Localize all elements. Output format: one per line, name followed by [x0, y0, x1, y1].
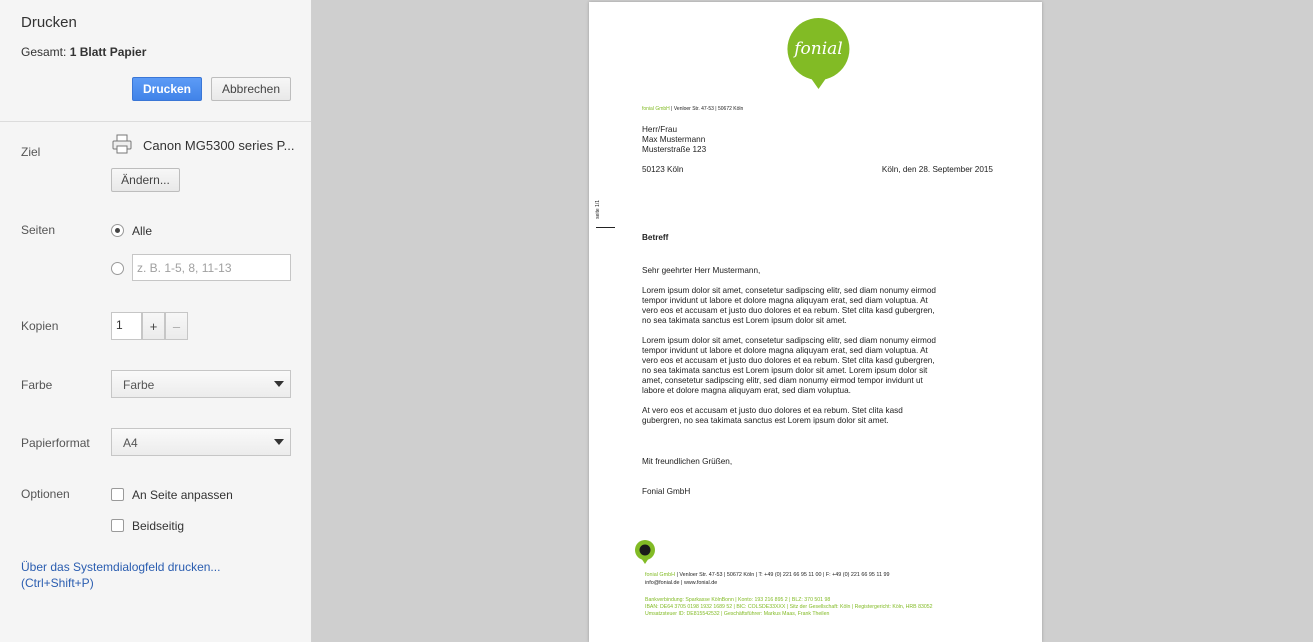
color-select[interactable]	[111, 370, 291, 398]
pages-range-input[interactable]: z. B. 1-5, 8, 11-13	[132, 254, 291, 281]
paper-size-label: Papierformat	[21, 436, 90, 450]
fonial-logo	[786, 16, 851, 91]
text-line: vero eos et accusam et justo duo dolores et ea rebum. Stet clita kasd gubergren,	[642, 306, 935, 315]
color-select-value: Farbe	[123, 378, 155, 392]
footer-web: info@fonial.de | www.fonial.de	[645, 580, 718, 586]
text-line: tempor invidunt ut labore et dolore magna aliquyam erat, sed diam voluptua. At	[642, 296, 928, 305]
recipient-line: Max Mustermann	[642, 135, 706, 144]
letter-subject: Betreff	[642, 233, 669, 242]
letter-paragraph	[642, 336, 1002, 396]
sender-line	[642, 106, 743, 112]
text-line: At vero eos et accusam et justo duo dolores et ea rebum. Stet clita kasd	[642, 406, 903, 415]
paper-size-select[interactable]	[111, 428, 291, 456]
summary-prefix: Gesamt:	[21, 45, 70, 59]
recipient-city: 50123 Köln	[642, 165, 684, 174]
recipient-line: Herr/Frau	[642, 125, 678, 134]
print-settings-sidebar	[0, 0, 312, 642]
duplex-label: Beidseitig	[132, 519, 185, 533]
footer-brand: fonial GmbH	[645, 572, 675, 578]
printer-name: Canon MG5300 series P...	[143, 138, 295, 153]
sheet-summary	[21, 45, 146, 59]
paper-size-value: A4	[123, 436, 138, 450]
letter-salutation: Sehr geehrter Herr Mustermann,	[642, 266, 761, 275]
page-indicator: seite 1/1	[595, 200, 601, 219]
system-dialog-link-text[interactable]: Über das Systemdialogfeld drucken...	[21, 560, 221, 574]
footer-bank-line: IBAN: DE64 3705 0198 1932 1689 52 | BIC: COLSDE33XXX | Sitz der Gesellschaft: Köln | Registergericht: Köln, HRB 83052	[645, 604, 933, 610]
copies-input[interactable]: 1	[111, 312, 142, 340]
duplex-checkbox[interactable]	[111, 519, 124, 532]
fit-to-page-label: An Seite anpassen	[132, 488, 233, 502]
color-label: Farbe	[21, 378, 53, 392]
text-line: tempor invidunt ut labore et dolore magna aliquyam erat, sed diam voluptua. At	[642, 346, 928, 355]
sender-brand: fonial GmbH	[642, 106, 670, 112]
print-button[interactable]: Drucken	[132, 77, 202, 101]
fit-to-page-checkbox[interactable]	[111, 488, 124, 501]
pages-label: Seiten	[21, 223, 56, 237]
chevron-down-icon	[274, 439, 284, 445]
text-line: no sea takimata sanctus est Lorem ipsum dolor sit amet. Lorem ipsum dolor sit	[642, 366, 928, 375]
copies-decrement-button[interactable]: –	[165, 312, 188, 340]
text-line: Lorem ipsum dolor sit amet, consetetur sadipscing elitr, sed diam nonumy eirmod	[642, 336, 936, 345]
text-line: Lorem ipsum dolor sit amet, consetetur sadipscing elitr, sed diam nonumy eirmod	[642, 286, 936, 295]
footer-bank-line: Bankverbindung: Sparkasse KölnBonn | Konto: 193 216 895 2 | BLZ: 370 501 98	[645, 597, 831, 603]
letter-paragraph	[642, 286, 1002, 326]
sender-address: | Venloer Str. 47-53 | 50672 Köln	[669, 106, 744, 112]
logo-text: fonial	[794, 39, 843, 59]
footer-address: | Venloer Str. 47-53 | 50672 Köln | T: +49 (0) 221 66 95 11 00 | F: +49 (0) 221 66 95 11 99	[674, 572, 890, 578]
summary-value: 1 Blatt Papier	[69, 45, 147, 59]
text-line: gubergren, no sea takimata sanctus est Lorem ipsum dolor sit amet.	[642, 416, 889, 425]
printer-icon	[111, 133, 133, 155]
pages-all-radio[interactable]	[111, 224, 124, 237]
text-line: vero eos et accusam et justo duo dolores et ea rebum. Stet clita kasd gubergren,	[642, 356, 935, 365]
print-preview-page	[589, 2, 1042, 642]
footer-contact	[645, 571, 889, 587]
text-line: labore et dolore magna aliquyam erat, sed diam voluptua.	[642, 386, 851, 395]
letter-signature: Fonial GmbH	[642, 487, 691, 496]
letter-date: Köln, den 28. September 2015	[881, 165, 993, 174]
letter-paragraph	[642, 406, 1002, 426]
fonial-footer-icon	[634, 539, 656, 565]
system-dialog-shortcut[interactable]: (Ctrl+Shift+P)	[21, 576, 94, 590]
footer-bank-info	[645, 597, 933, 618]
chevron-down-icon	[274, 381, 284, 387]
fold-mark	[596, 227, 615, 228]
copies-increment-button[interactable]: +	[142, 312, 165, 340]
recipient-line: Musterstraße 123	[642, 145, 707, 154]
cancel-button[interactable]: Abbrechen	[211, 77, 291, 101]
text-line: no sea takimata sanctus est Lorem ipsum dolor sit amet.	[642, 316, 847, 325]
change-destination-button[interactable]: Ändern...	[111, 168, 180, 192]
pages-range-radio[interactable]	[111, 262, 124, 275]
footer-contact-line	[645, 571, 889, 579]
options-label: Optionen	[21, 487, 70, 501]
text-line: amet, consetetur sadipscing elitr, sed diam nonumy eirmod tempor invidunt ut	[642, 376, 923, 385]
sidebar-header	[0, 0, 311, 122]
footer-bank-line: Umsatzsteuer ID: DE815542532 | Geschäftsführer: Markus Maas, Frank Theilen	[645, 611, 830, 617]
dialog-title: Drucken	[21, 14, 77, 31]
system-dialog-link[interactable]	[21, 559, 220, 591]
destination-label: Ziel	[21, 145, 41, 159]
copies-label: Kopien	[21, 319, 59, 333]
pages-all-label: Alle	[132, 224, 153, 238]
letter-closing: Mit freundlichen Grüßen,	[642, 457, 733, 466]
